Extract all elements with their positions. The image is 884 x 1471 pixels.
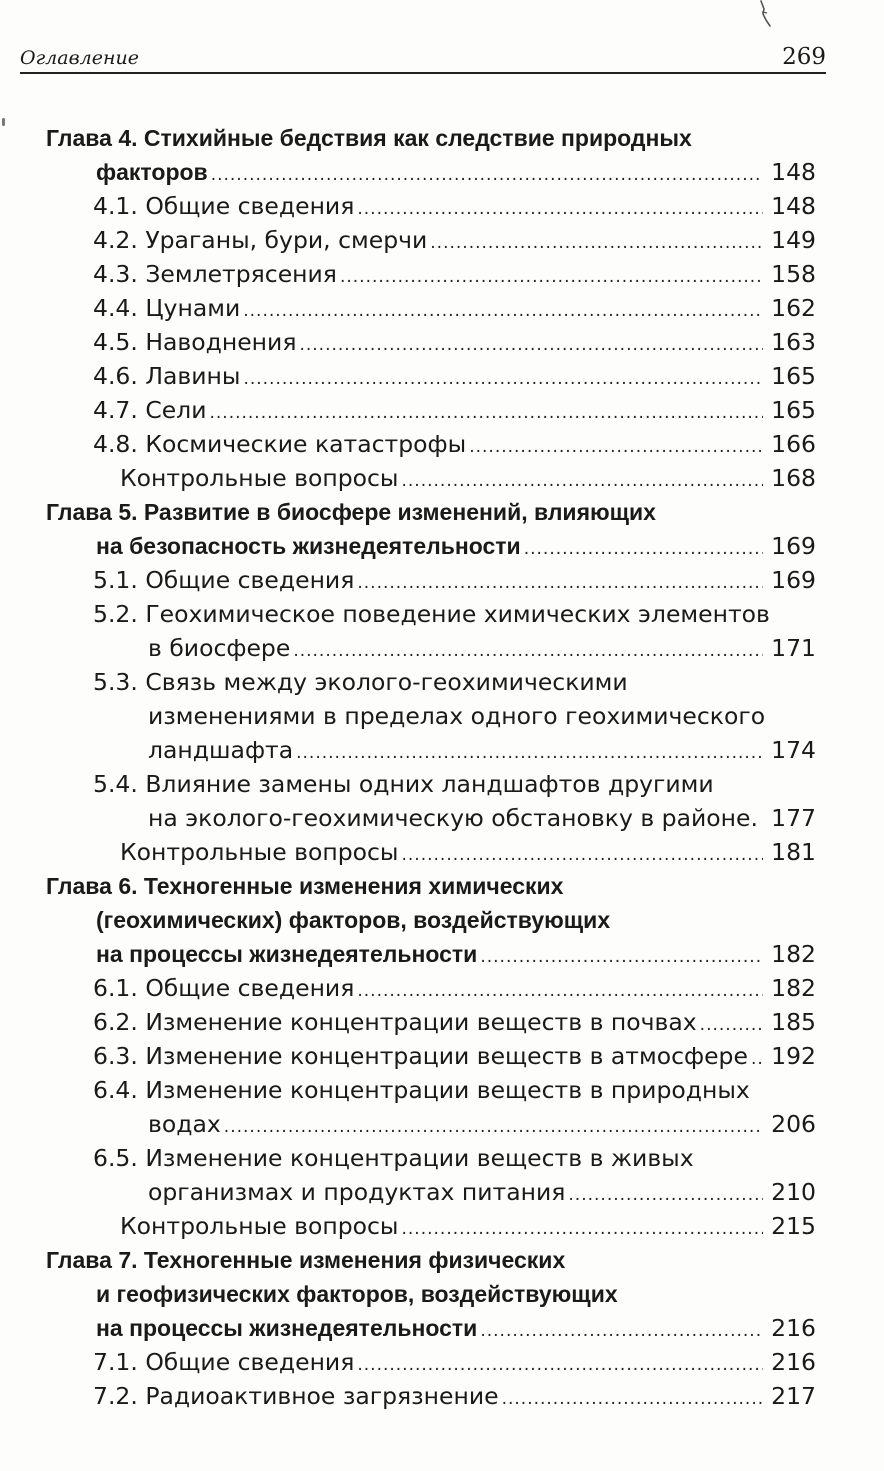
section-4-7-page: 165 [771, 396, 816, 424]
chapter-4-questions-page: 168 [771, 464, 816, 492]
toc-chapter-5-questions [0, 835, 884, 869]
toc-section-4-1 [0, 189, 884, 223]
section-4-2-title: 4.2. Ураганы, бури, смерчи [93, 226, 428, 254]
section-6-3-title: 6.3. Изменение концентрации веществ в атмосфере [93, 1042, 748, 1070]
section-5-3-title-line-1: 5.3. Связь между эколого-геохимическими [93, 668, 628, 696]
toc-section-5-1 [0, 563, 884, 597]
section-5-4-title-line-2: на эколого-геохимическую обстановку в районе. [148, 804, 758, 832]
dot-leader [357, 566, 763, 600]
page-number: 269 [782, 44, 826, 70]
toc-section-6-4-line-1 [0, 1073, 884, 1107]
section-5-4-title-line-1: 5.4. Влияние замены одних ландшафтов другими [93, 770, 714, 798]
section-5-4-page: 177 [771, 804, 816, 832]
chapter-5-page: 169 [771, 532, 816, 560]
section-6-1-page: 182 [771, 974, 816, 1002]
toc-section-6-3 [0, 1039, 884, 1073]
toc-section-5-2 [0, 631, 884, 665]
dot-leader [299, 328, 763, 362]
section-4-3-title: 4.3. Землетрясения [93, 260, 337, 288]
toc-section-4-5 [0, 325, 884, 359]
section-7-1-title: 7.1. Общие сведения [93, 1348, 355, 1376]
dot-leader [430, 226, 763, 260]
toc-section-4-7 [0, 393, 884, 427]
chapter-5-questions-page: 181 [771, 838, 816, 866]
toc-section-6-1 [0, 971, 884, 1005]
toc-chapter-6-questions [0, 1209, 884, 1243]
dot-leader [402, 838, 764, 872]
section-6-4-page: 206 [771, 1110, 816, 1138]
table-of-contents [0, 121, 884, 1413]
toc-chapter-4-entry [0, 155, 884, 189]
toc-chapter-5-title [0, 495, 884, 529]
dot-leader [211, 158, 763, 192]
chapter-7-title-line-3: на процессы жизнедеятельности [96, 1315, 478, 1341]
section-7-2-page: 217 [771, 1382, 816, 1410]
section-4-1-page: 148 [771, 192, 816, 220]
dot-leader [340, 260, 763, 294]
toc-chapter-7-title-line-1 [0, 1243, 884, 1277]
toc-chapter-7-entry [0, 1311, 884, 1345]
dot-leader [209, 396, 763, 430]
toc-section-5-3 [0, 733, 884, 767]
toc-section-7-2 [0, 1379, 884, 1413]
toc-chapter-6-title-line-2 [0, 903, 884, 937]
dot-leader [402, 1212, 764, 1246]
section-7-2-title: 7.2. Радиоактивное загрязнение [93, 1382, 499, 1410]
toc-section-7-1 [0, 1345, 884, 1379]
section-5-3-title-line-3: ландшафта [148, 736, 294, 764]
section-6-3-page: 192 [771, 1042, 816, 1070]
chapter-7-title-line-2: и геофизических факторов, воздействующих [96, 1281, 618, 1307]
section-4-5-page: 163 [771, 328, 816, 356]
section-6-2-page: 185 [771, 1008, 816, 1036]
dot-leader [469, 430, 763, 464]
toc-section-6-5-line-1 [0, 1141, 884, 1175]
toc-section-6-4 [0, 1107, 884, 1141]
page-header [20, 38, 826, 74]
section-4-6-title: 4.6. Лавины [93, 362, 241, 390]
dot-leader [480, 940, 763, 974]
dot-leader [357, 1348, 763, 1382]
dot-leader [502, 1382, 763, 1416]
section-6-5-page: 210 [771, 1178, 816, 1206]
section-5-1-title: 5.1. Общие сведения [93, 566, 355, 594]
chapter-6-title-line-2: (геохимических) факторов, воздействующих [96, 907, 611, 933]
chapter-5-title-line-2: на безопасность жизнедеятельности [96, 533, 521, 559]
section-4-4-title: 4.4. Цунами [93, 294, 241, 322]
toc-section-4-2 [0, 223, 884, 257]
dot-leader [524, 532, 763, 566]
dot-leader [357, 192, 763, 226]
section-5-2-title-line-2: в биосфере [148, 634, 291, 662]
section-6-4-title-line-1: 6.4. Изменение концентрации веществ в природных [93, 1076, 750, 1104]
toc-section-4-6 [0, 359, 884, 393]
chapter-4-title-line-1: Глава 4. Стихийные бедствия как следствие природных [46, 125, 692, 151]
section-4-7-title: 4.7. Сели [93, 396, 207, 424]
section-5-2-title-line-1: 5.2. Геохимическое поведение химических элементов [93, 600, 770, 628]
toc-chapter-7-title-line-2 [0, 1277, 884, 1311]
toc-section-4-4 [0, 291, 884, 325]
toc-chapter-4-questions [0, 461, 884, 495]
dot-leader [243, 294, 763, 328]
dot-leader [480, 1314, 763, 1348]
pen-mark-icon [758, 0, 772, 28]
dot-leader [224, 1110, 763, 1144]
toc-section-6-5 [0, 1175, 884, 1209]
section-6-4-title-line-2: водах [148, 1110, 221, 1138]
section-6-1-title: 6.1. Общие сведения [93, 974, 355, 1002]
section-6-5-title-line-2: организмах и продуктах питания [148, 1178, 566, 1206]
toc-section-5-4 [0, 801, 884, 835]
dot-leader [293, 634, 763, 668]
section-4-4-page: 162 [771, 294, 816, 322]
section-4-6-page: 165 [771, 362, 816, 390]
toc-chapter-6-entry [0, 937, 884, 971]
chapter-7-page: 216 [771, 1314, 816, 1342]
dot-leader [296, 736, 763, 770]
running-title: Оглавление [20, 47, 140, 69]
section-4-3-page: 158 [771, 260, 816, 288]
chapter-6-title-line-1: Глава 6. Техногенные изменения химических [46, 873, 564, 899]
section-4-8-title: 4.8. Космические катастрофы [93, 430, 467, 458]
toc-section-5-3-line-2 [0, 699, 884, 733]
chapter-5-title-line-1: Глава 5. Развитие в биосфере изменений, влияющих [46, 499, 656, 525]
section-4-2-page: 149 [771, 226, 816, 254]
chapter-5-questions-title: Контрольные вопросы [120, 838, 399, 866]
toc-section-5-3-line-1 [0, 665, 884, 699]
toc-section-5-2-line-1 [0, 597, 884, 631]
section-4-8-page: 166 [771, 430, 816, 458]
section-4-5-title: 4.5. Наводнения [93, 328, 297, 356]
toc-section-4-3 [0, 257, 884, 291]
toc-section-5-4-line-1 [0, 767, 884, 801]
dot-leader [357, 974, 763, 1008]
dot-leader [243, 362, 763, 396]
dot-leader [751, 1042, 763, 1076]
toc-chapter-4-title [0, 121, 884, 155]
dot-leader [700, 1008, 763, 1042]
section-6-5-title-line-1: 6.5. Изменение концентрации веществ в живых [93, 1144, 694, 1172]
chapter-6-title-line-3: на процессы жизнедеятельности [96, 941, 478, 967]
section-5-3-page: 174 [771, 736, 816, 764]
section-4-1-title: 4.1. Общие сведения [93, 192, 355, 220]
toc-chapter-6-title-line-1 [0, 869, 884, 903]
dot-leader [402, 464, 764, 498]
chapter-4-questions-title: Контрольные вопросы [120, 464, 399, 492]
chapter-6-questions-title: Контрольные вопросы [120, 1212, 399, 1240]
dot-leader [568, 1178, 763, 1212]
chapter-4-title-line-2: факторов [96, 159, 208, 185]
chapter-7-title-line-1: Глава 7. Техногенные изменения физических [46, 1247, 566, 1273]
toc-section-6-2 [0, 1005, 884, 1039]
section-5-1-page: 169 [771, 566, 816, 594]
section-7-1-page: 216 [771, 1348, 816, 1376]
chapter-6-page: 182 [771, 940, 816, 968]
section-5-3-title-line-2: изменениями в пределах одного геохимического [148, 702, 766, 730]
section-6-2-title: 6.2. Изменение концентрации веществ в почвах [93, 1008, 697, 1036]
section-5-2-page: 171 [771, 634, 816, 662]
toc-chapter-5-entry [0, 529, 884, 563]
chapter-4-page: 148 [771, 158, 816, 186]
chapter-6-questions-page: 215 [771, 1212, 816, 1240]
toc-section-4-8 [0, 427, 884, 461]
